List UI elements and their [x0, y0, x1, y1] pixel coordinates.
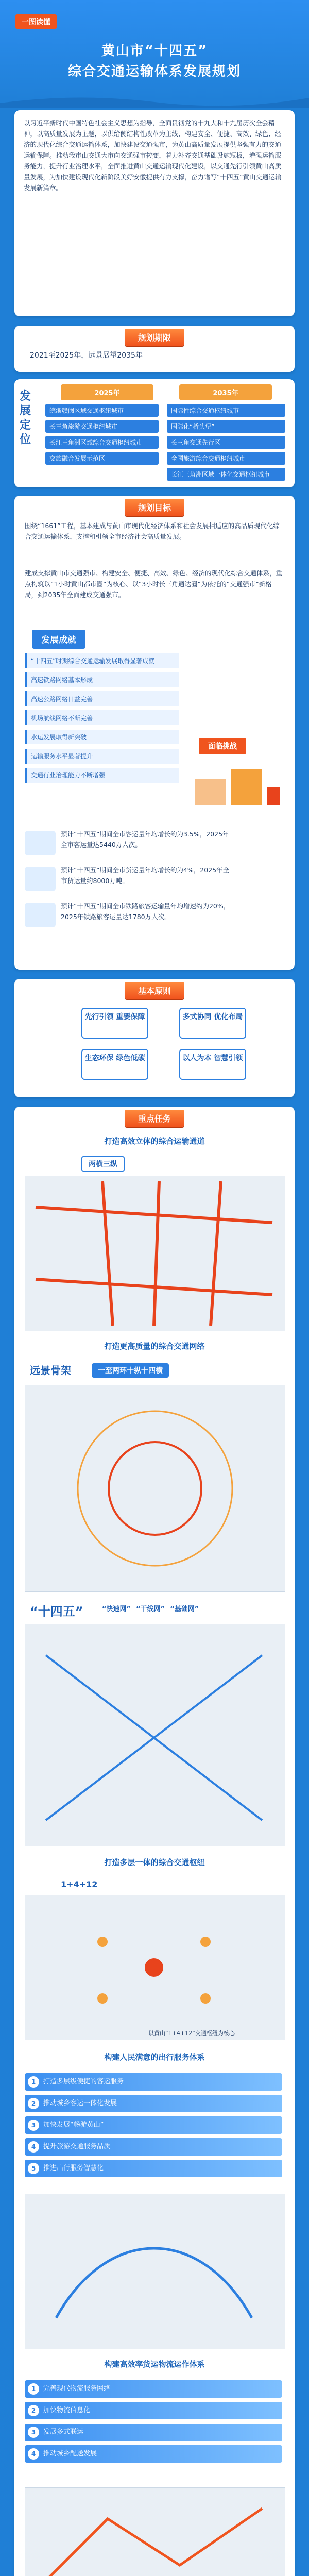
task3-tag: “基础网”	[170, 1605, 199, 1613]
task6-map	[25, 2487, 285, 2576]
intro-card	[14, 110, 295, 316]
position-left-item: 长三角旅游交通枢纽城市	[45, 420, 159, 433]
tasks-title: 重点任务	[125, 1110, 184, 1127]
goals-p1: 围绕“1661”工程，基本建成与黄山市现代化经济体系和社会发展相适应的高品质现代化综合交通运输体系，支撑和引领全市经济社会高质量发展。	[25, 522, 280, 540]
stat-2: 预计“十四五”期间全市货运量年均增长约为4%，2025年全市货运量约8000万吨。	[61, 866, 230, 885]
task4-formula: 1+4+12	[61, 1879, 98, 1889]
task6-item-label: 发展多式联运	[43, 2428, 84, 2436]
challenges-title: 面临挑战	[199, 738, 246, 754]
task3-tag: “干线网”	[136, 1605, 165, 1613]
task6-item-number: 3	[28, 2427, 39, 2438]
achievement-item: 交通行业治理能力不断增强	[25, 768, 179, 783]
task6-title: 构建高效率货运物流运作体系	[104, 2360, 205, 2369]
position-left-item: 交旅融合发展示范区	[45, 452, 159, 465]
task6-item-number: 1	[28, 2383, 39, 2395]
stat-icon-3	[25, 903, 56, 927]
achievement-item: 高速公路网络日益完善	[25, 691, 179, 706]
task6-item	[25, 2380, 282, 2398]
achievements-title: 发展成就	[32, 630, 85, 649]
task5-item-number: 2	[28, 2098, 39, 2109]
stat-3: 预计“十四五”期间全市铁路旅客运输量年均增速约为20%，2025年铁路旅客运量达1780万人次。	[61, 902, 230, 921]
task2-sub-right: 一至两环十纵十四横	[92, 1363, 169, 1378]
range-title: 规划期限	[125, 329, 184, 346]
task6-item	[25, 2402, 282, 2419]
header-title-1: 黄山市“十四五”	[101, 43, 208, 59]
task5-item	[25, 2116, 282, 2134]
task5-item-label: 打造多层级便捷的客运服务	[43, 2078, 124, 2086]
stat-1: 预计“十四五”期间全市客运量年均增长约为3.5%，2025年全市客运量达5440万人次。	[61, 830, 229, 849]
achievement-item: 机场航线网络不断完善	[25, 710, 179, 725]
task2-map	[25, 1385, 285, 1592]
goals-title: 规划目标	[125, 499, 184, 516]
header	[0, 0, 309, 108]
task5-item-number: 5	[28, 2163, 39, 2174]
task5-item-label: 加快发展“畅游黄山”	[43, 2121, 104, 2129]
position-left-list	[45, 404, 159, 468]
task1-map	[25, 1176, 285, 1331]
task5-map	[25, 2194, 285, 2349]
intro-text: 以习近平新时代中国特色社会主义思想为指导，全面贯彻党的十九大和十九届历次全会精神，以高质量发展为主题，以供给侧结构性改革为主线，构建安全、便捷、高效、绿色、经济的现代化综合交通运输体系，加快建设交通强市，为黄山高质量发展提供坚强有力的交通运输保障。推动我市由交通大市向交通强市转变，着力补齐交通基础设施短板，增强运输服务能力，提升行业治理水平，全面推进黄山交通运输现代化建设，以交通先行引领黄山高质量发展，为加快建设现代化新阶段美好安徽提供有力支撑，奋力谱写“十四五”黄山交通运输发展新篇章。	[24, 119, 282, 192]
task4-title: 打造多层一体的综合交通枢纽	[104, 1858, 205, 1867]
task5-item-number: 3	[28, 2120, 39, 2131]
task3-big: “十四五”	[30, 1604, 83, 1619]
task5-title: 构建人民满意的出行服务体系	[104, 2053, 205, 2062]
position-right-item: 国际性综合交通枢纽城市	[167, 404, 285, 417]
task5-item-label: 推进出行服务智慧化	[43, 2164, 104, 2172]
achievement-item: 高速铁路网络基本形成	[25, 672, 179, 687]
task4-map	[25, 1895, 285, 2040]
task6-item-label: 加快物流信息化	[43, 2406, 91, 2414]
task5-item	[25, 2160, 282, 2177]
goals-p2: 建成支撑黄山市交通强市、构建安全、便捷、高效、绿色、经济的现代化综合交通体系，重点构筑以“1小时黄山都市圈”为核心、以“3小时长三角通达圈”为依托的“交通强市”新格局，到2035年全面建成交通强市。	[25, 569, 283, 599]
task6-item-label: 推动城乡配送发展	[43, 2450, 97, 2458]
position-2025: 2025年	[61, 384, 153, 400]
tasks-card	[14, 1107, 295, 2576]
task2-sub-left: 远景骨架	[30, 1364, 71, 1377]
achievements-list	[25, 653, 179, 787]
principle-item: 生态环保 绿色低碳	[81, 1049, 148, 1080]
position-right-item: 国际化“桥头堡”	[167, 420, 285, 433]
stat-icon-2	[25, 867, 56, 891]
challenges-illustration	[190, 758, 282, 810]
principles-grid	[61, 1008, 248, 1090]
achievement-item: “十四五”时期综合交通运输发展取得显著成就	[25, 653, 179, 668]
position-left-item: 长江三角洲区域综合交通枢纽城市	[45, 436, 159, 449]
goals-card	[14, 496, 295, 970]
task6-item	[25, 2424, 282, 2441]
task5-item-label: 提升旅游交通服务品质	[43, 2143, 111, 2150]
header-tag: 一图读懂	[15, 14, 57, 29]
position-left-item: 皖浙赣闽区域交通枢纽城市	[45, 404, 159, 417]
task4-note: 以黄山“1+4+12”交通枢纽为核心	[148, 2030, 235, 2037]
task5-item-number: 4	[28, 2141, 39, 2153]
principles-title: 基本原则	[125, 982, 184, 999]
task5-item-label: 推动城乡客运一体化发展	[43, 2099, 117, 2107]
task2-title: 打造更高质量的综合交通网络	[104, 1342, 205, 1351]
position-2035: 2035年	[179, 384, 272, 400]
range-card	[14, 326, 295, 372]
position-label: 发展定位	[20, 390, 31, 446]
task5-item	[25, 2073, 282, 2091]
task6-item-number: 4	[28, 2448, 39, 2460]
position-right-item: 全国旅游综合交通枢纽城市	[167, 452, 285, 465]
principle-item: 以人为本 智慧引领	[179, 1049, 246, 1080]
task1-sub: 两横三纵	[81, 1156, 125, 1172]
principles-card	[14, 979, 295, 1097]
position-right-item: 长江三角洲区域一体化交通枢纽城市	[167, 468, 285, 481]
header-title-2: 综合交通运输体系发展规划	[67, 64, 241, 79]
achievement-item: 运输服务水平显著提升	[25, 749, 179, 764]
header-wave	[0, 93, 309, 108]
position-right-item: 长三角交通先行区	[167, 436, 285, 449]
task5-item	[25, 2095, 282, 2112]
principle-item: 多式协同 优化布局	[179, 1008, 246, 1039]
task3-tags	[102, 1603, 287, 1613]
position-card	[14, 379, 295, 487]
task6-item-number: 2	[28, 2405, 39, 2416]
task3-tag: “快速网”	[102, 1605, 131, 1613]
range-text: 2021至2025年，远景展望2035年	[30, 351, 143, 360]
task5-item-number: 1	[28, 2076, 39, 2088]
task6-item-label: 完善现代物流服务网络	[43, 2385, 111, 2393]
task3-map	[25, 1624, 285, 1846]
position-right-list	[167, 404, 285, 484]
principle-item: 先行引领 重要保障	[81, 1008, 148, 1039]
task6-item	[25, 2445, 282, 2463]
task6-list	[14, 2380, 295, 2483]
task5-item	[25, 2138, 282, 2156]
achievement-item: 水运发展取得新突破	[25, 730, 179, 744]
stat-icon-1	[25, 831, 56, 855]
task5-list	[14, 2073, 295, 2192]
task1-title: 打造高效立体的综合运输通道	[104, 1137, 205, 1146]
